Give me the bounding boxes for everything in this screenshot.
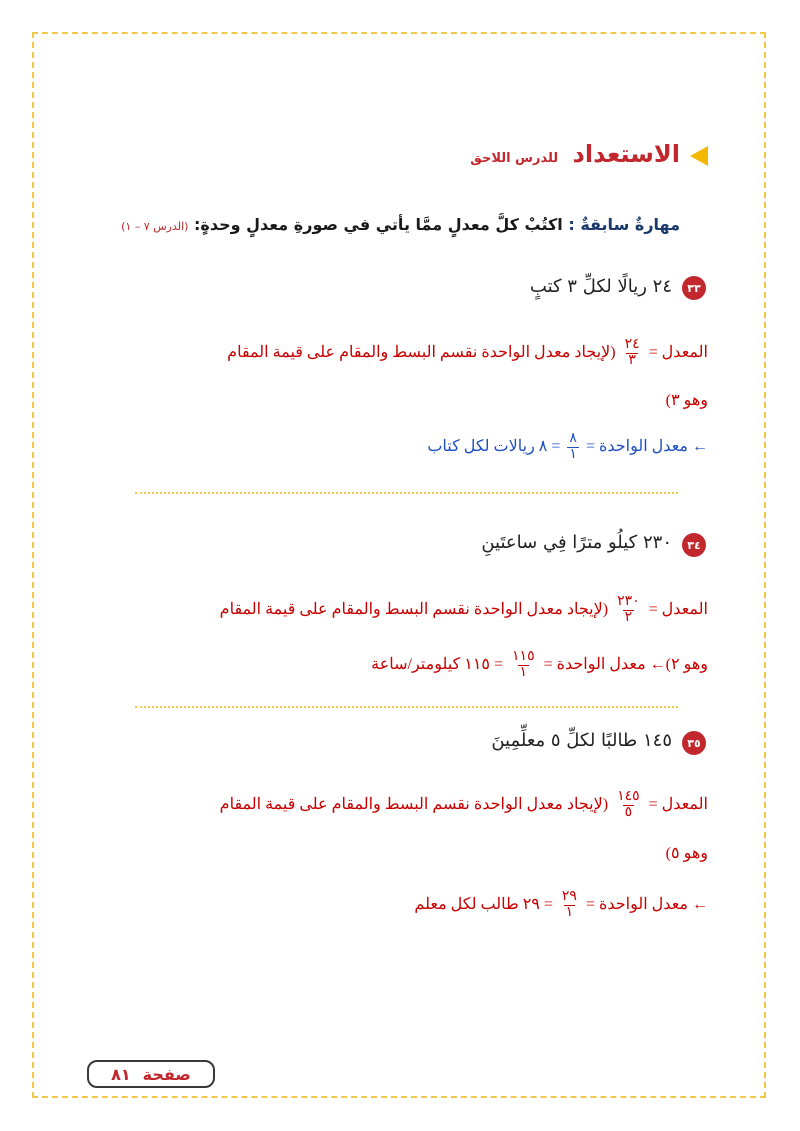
question-text: ٢٤ ريالًا لكلِّ ٣ كتبٍ: [529, 276, 672, 297]
answer-prefix: المعدل =: [648, 795, 708, 813]
skill-line: [121, 215, 680, 234]
fraction: [560, 890, 579, 920]
header-subtitle: للدرس اللاحق: [470, 151, 559, 166]
answer-line: [220, 595, 708, 625]
unit-rate-line: [414, 890, 708, 920]
fraction-numerator: ١٤٥: [617, 789, 640, 804]
fraction-denominator: ٥: [624, 804, 633, 820]
fraction: [510, 650, 537, 680]
unit-rate-result: = ٨ ريالات لكل كتاب: [427, 437, 561, 455]
fraction: [615, 790, 642, 820]
header-title: الاستعداد: [572, 140, 680, 168]
fraction-numerator: ٨: [569, 431, 577, 446]
skill-instruction: اكتُبْ كلَّ معدلٍ ممَّا يأتي في صورةِ معدلٍ وحدةٍ:: [194, 215, 563, 234]
answer-line: [371, 650, 708, 680]
page-border: [32, 32, 766, 1098]
unit-rate-result: = ٢٩ طالب لكل معلم: [414, 895, 553, 913]
fraction-numerator: ٢٩: [561, 889, 577, 904]
fraction-denominator: ١: [519, 664, 528, 680]
unit-rate-prefix: ← معدل الواحدة =: [585, 895, 708, 913]
fraction: [623, 338, 642, 368]
answer-explanation: (لإيجاد معدل الواحدة نقسم البسط والمقام على قيمة المقام: [219, 795, 609, 813]
unit-rate-prefix: ← معدل الواحدة =: [585, 437, 708, 455]
fraction-denominator: ٣: [628, 352, 636, 368]
question-text: ٢٣٠ كيلُو مترًا فِي ساعتَينِ: [481, 532, 672, 553]
dotted-separator: [135, 706, 678, 708]
fraction: [615, 595, 642, 625]
question-number-badge: ٣٥: [682, 731, 706, 755]
answer-line: وهو ٥): [665, 845, 708, 862]
answer-line: [227, 338, 708, 368]
fraction-numerator: ١١٥: [512, 649, 535, 664]
page-label: صفحة: [142, 1064, 191, 1084]
fraction-numerator: ٢٤: [624, 337, 640, 352]
answer-line: [220, 790, 708, 820]
unit-rate-line: [427, 432, 708, 462]
answer-prefix: المعدل =: [648, 600, 708, 618]
answer-explanation: (لإيجاد معدل الواحدة نقسم البسط والمقام على قيمة المقام: [227, 343, 616, 361]
fraction-denominator: ١: [565, 904, 574, 920]
answer-prefix: وهو ٢)← معدل الواحدة =: [543, 655, 708, 673]
page-number-box: [87, 1060, 215, 1088]
fraction-denominator: ١: [569, 446, 577, 462]
unit-rate-result: = ١١٥ كيلومتر/ساعة: [371, 655, 504, 673]
question-text: ١٤٥ طالبًا لكلِّ ٥ معلِّمِينَ: [491, 730, 672, 751]
answer-prefix: المعدل =: [648, 343, 708, 361]
question-number-badge: ٣٤: [682, 533, 706, 557]
lesson-ref: (الدرس ٧ – ١): [121, 220, 189, 233]
skill-label: مهارةٌ سابقةٌ :: [568, 215, 680, 234]
answer-line: وهو ٣): [665, 392, 708, 409]
triangle-pointer-icon: [690, 146, 708, 166]
fraction-denominator: ٢: [624, 609, 633, 625]
fraction-numerator: ٢٣٠: [617, 594, 640, 609]
page-number: ٨١: [111, 1064, 131, 1084]
fraction: [567, 432, 579, 462]
answer-explanation: (لإيجاد معدل الواحدة نقسم البسط والمقام على قيمة المقام: [219, 600, 609, 618]
section-header: [470, 140, 680, 168]
question-number-badge: ٣٣: [682, 276, 706, 300]
dotted-separator: [135, 492, 678, 494]
